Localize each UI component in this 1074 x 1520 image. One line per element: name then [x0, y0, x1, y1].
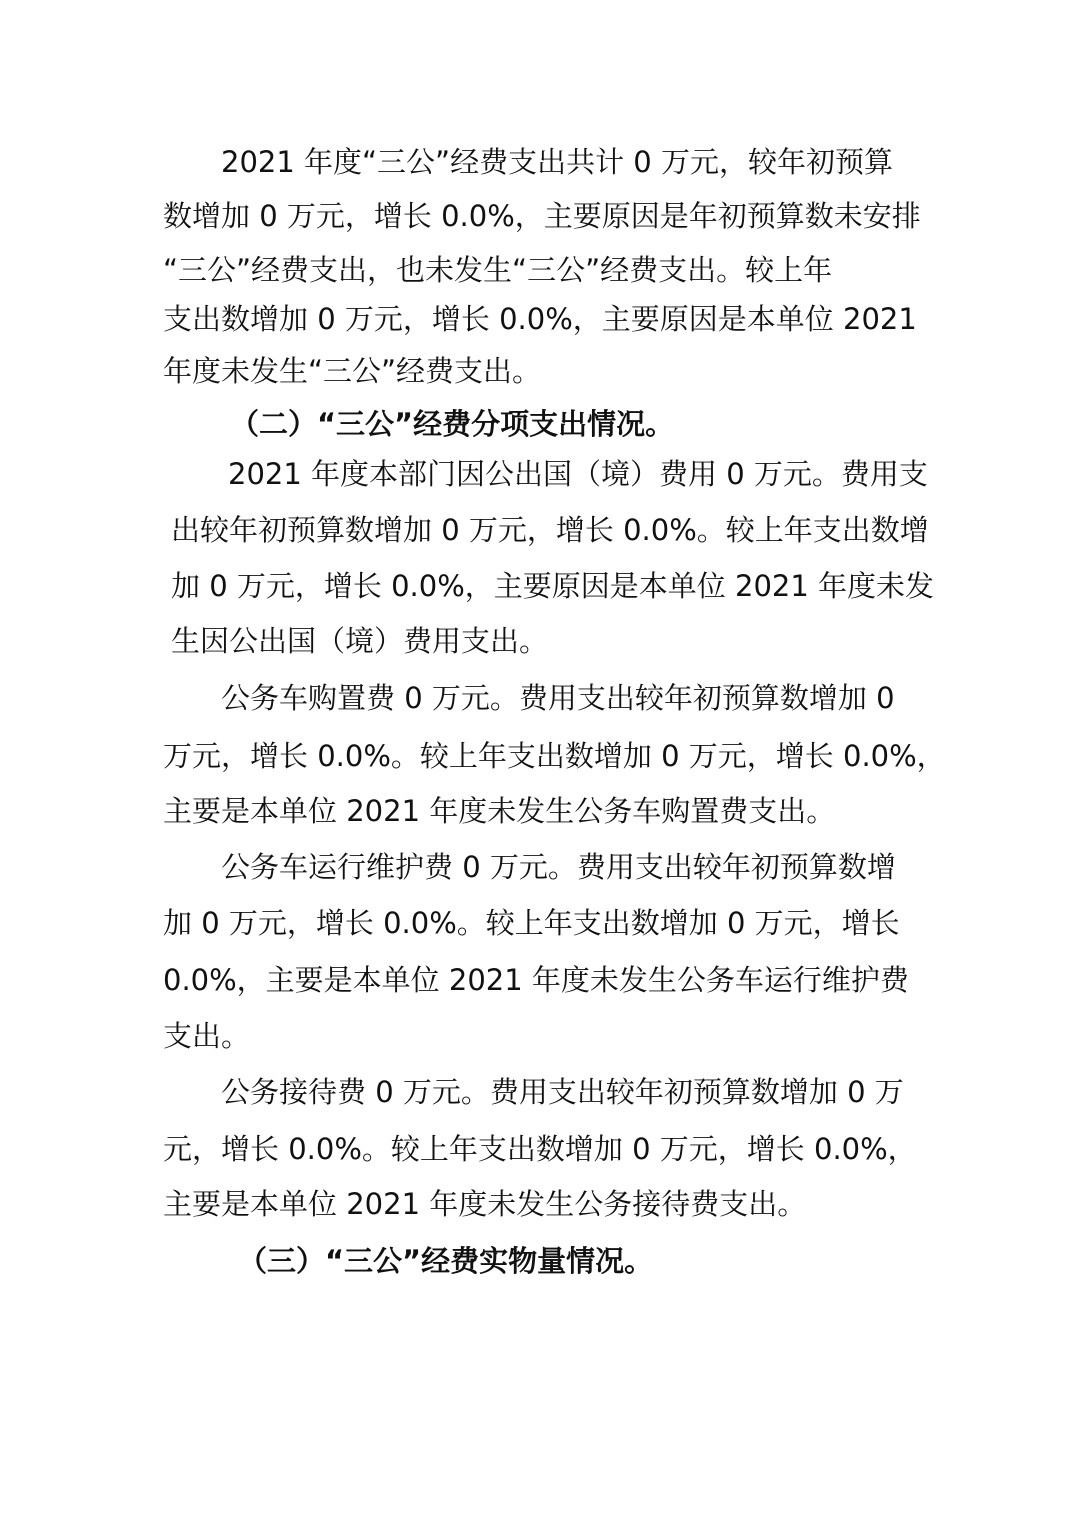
section-heading-2: （二）“三公”经费分项支出情况。 [230, 407, 675, 441]
text-line: 主要是本单位 2021 年度未发生公务接待费支出。 [163, 1187, 807, 1221]
text-line: 0.0%，主要是本单位 2021 年度未发生公务车运行维护费 [163, 963, 909, 997]
text-line: 生因公出国（境）费用支出。 [171, 624, 549, 658]
text-line: 加 0 万元，增长 0.0%，主要原因是本单位 2021 年度未发 [171, 569, 935, 603]
text-line: 元，增长 0.0%。较上年支出数增加 0 万元，增长 0.0%， [163, 1132, 917, 1166]
text-line: 支出数增加 0 万元，增长 0.0%，主要原因是本单位 2021 [163, 302, 917, 336]
text-line: 年度未发生“三公”经费支出。 [163, 354, 542, 388]
section-heading-3: （三）“三公”经费实物量情况。 [238, 1244, 654, 1278]
text-line: 数增加 0 万元，增长 0.0%，主要原因是年初预算数未安排 [163, 199, 921, 233]
text-line: 2021 年度“三公”经费支出共计 0 万元，较年初预算 [221, 145, 893, 179]
text-line: 出较年初预算数增加 0 万元，增长 0.0%。较上年支出数增 [171, 513, 929, 547]
text-line: 万元，增长 0.0%。较上年支出数增加 0 万元，增长 0.0%， [163, 739, 946, 773]
text-line: 支出。 [163, 1019, 251, 1053]
text-line: 公务接待费 0 万元。费用支出较年初预算数增加 0 万 [221, 1075, 904, 1109]
text-line: 公务车购置费 0 万元。费用支出较年初预算数增加 0 [221, 681, 895, 715]
text-line: 2021 年度本部门因公出国（境）费用 0 万元。费用支 [228, 457, 928, 491]
text-line: 主要是本单位 2021 年度未发生公务车购置费支出。 [163, 794, 836, 828]
text-line: 公务车运行维护费 0 万元。费用支出较年初预算数增 [221, 850, 896, 884]
text-line: 加 0 万元，增长 0.0%。较上年支出数增加 0 万元，增长 [163, 906, 900, 940]
text-line: “三公”经费支出，也未发生“三公”经费支出。较上年 [163, 253, 833, 287]
